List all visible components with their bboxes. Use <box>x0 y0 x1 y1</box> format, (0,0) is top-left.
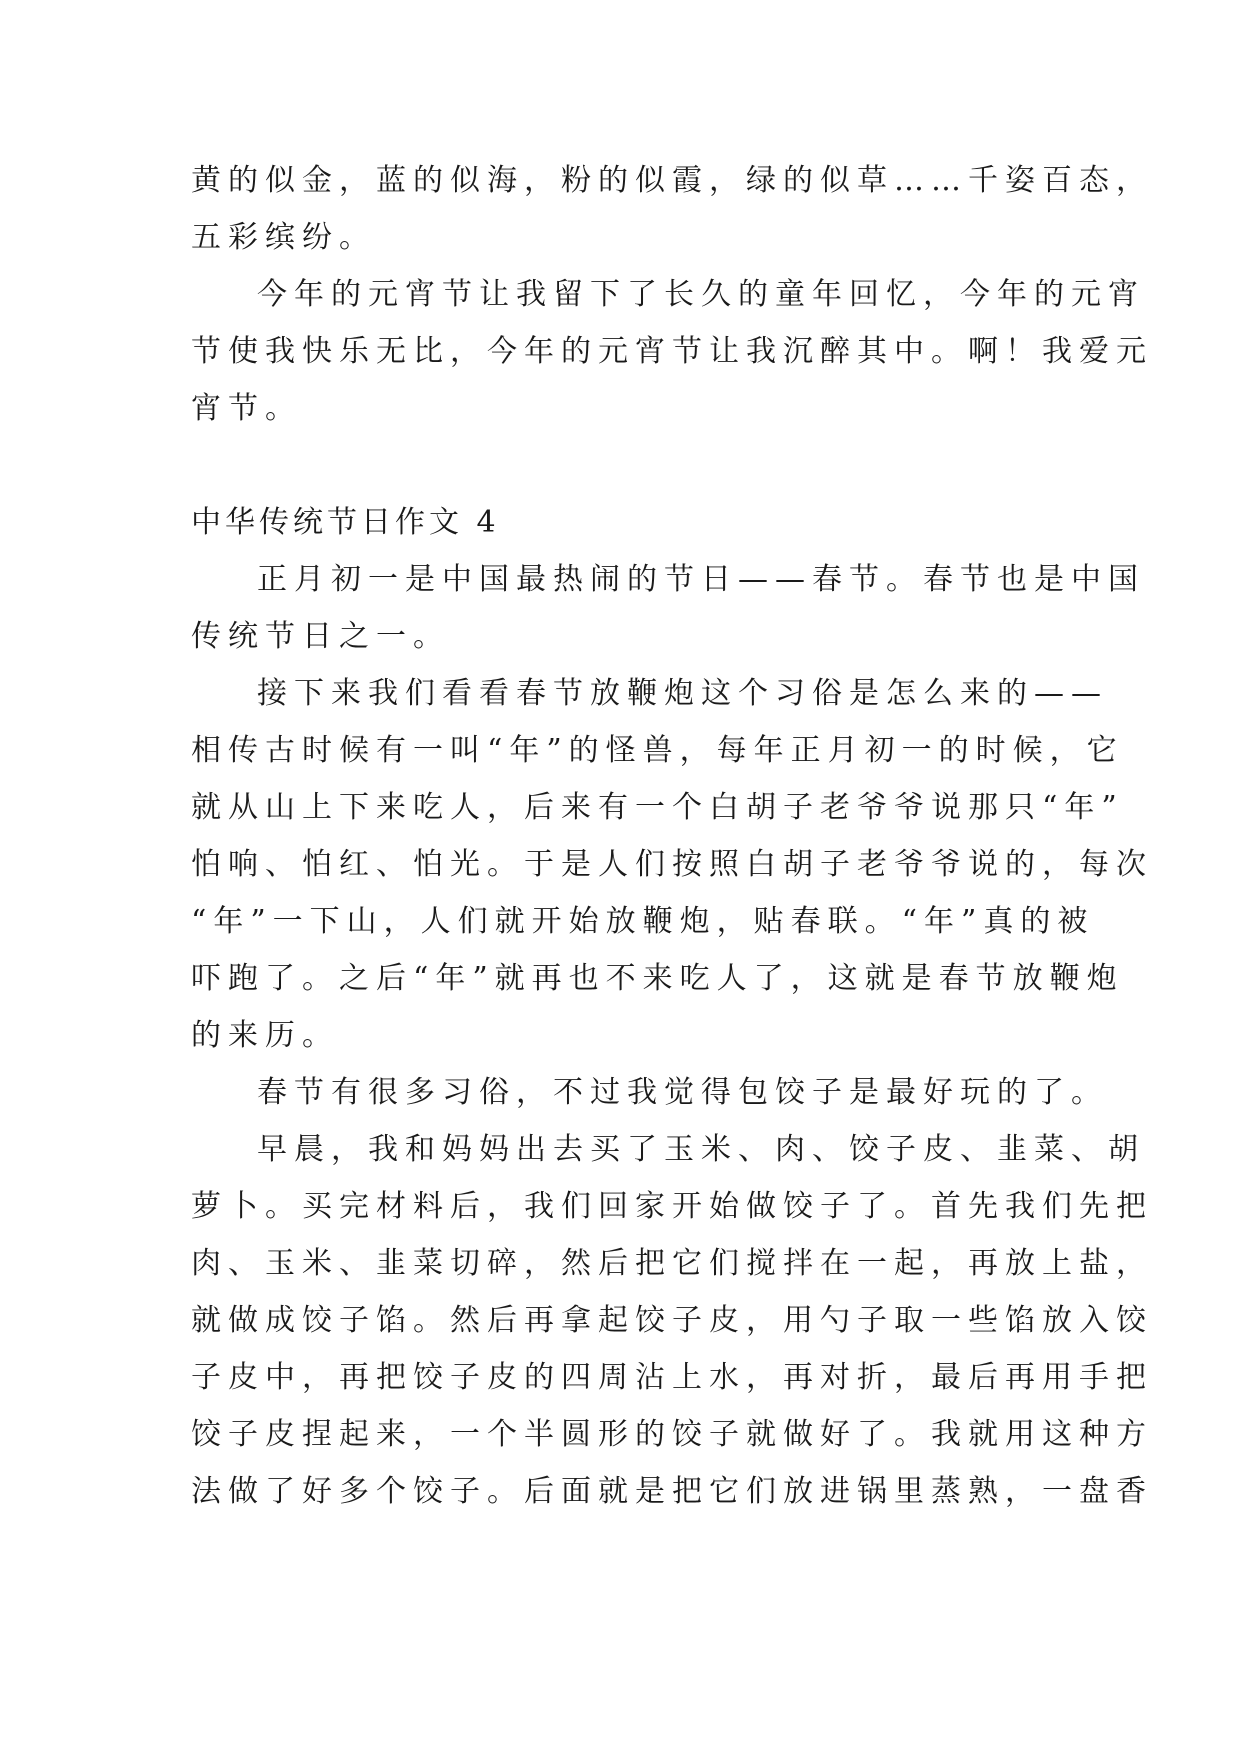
text-line: 今年的元宵节让我留下了长久的童年回忆，今年的元宵 <box>257 277 1145 312</box>
text-line: 传统节日之一。 <box>191 619 450 654</box>
paragraph <box>191 1121 1153 1520</box>
text-line: 黄的似金，蓝的似海，粉的似霞，绿的似草……千姿百态， <box>191 163 1153 198</box>
text-line: 就做成饺子馅。然后再拿起饺子皮，用勺子取一些馅放入饺 <box>191 1303 1153 1338</box>
paragraph-continued <box>191 152 1153 266</box>
text-line: “年”一下山，人们就开始放鞭炮，贴春联。“年”真的被 <box>191 904 1095 939</box>
section-heading <box>191 494 1051 551</box>
text-line: 的来历。 <box>191 1018 339 1053</box>
text-line: 怕响、怕红、怕光。于是人们按照白胡子老爷爷说的，每次 <box>191 847 1153 882</box>
heading-text: 中华传统节日作文 4 <box>191 505 500 540</box>
text-line: 法做了好多个饺子。后面就是把它们放进锅里蒸熟，一盘香 <box>191 1474 1153 1509</box>
paragraph <box>191 266 1153 437</box>
text-line: 肉、玉米、韭菜切碎，然后把它们搅拌在一起，再放上盐， <box>191 1246 1153 1281</box>
paragraph <box>191 551 1145 665</box>
text-line: 五彩缤纷。 <box>191 220 376 255</box>
document-page <box>191 152 1153 1520</box>
text-line: 饺子皮捏起来，一个半圆形的饺子就做好了。我就用这种方 <box>191 1417 1153 1452</box>
text-line: 相传古时候有一叫“年”的怪兽，每年正月初一的时候，它 <box>191 733 1124 768</box>
paragraph <box>191 1064 1108 1121</box>
text-line: 吓跑了。之后“年”就再也不来吃人了，这就是春节放鞭炮 <box>191 961 1124 996</box>
text-line: 早晨，我和妈妈出去买了玉米、肉、饺子皮、韭菜、胡 <box>257 1132 1145 1167</box>
text-line: 正月初一是中国最热闹的节日——春节。春节也是中国 <box>257 562 1145 597</box>
text-line: 子皮中，再把饺子皮的四周沾上水，再对折，最后再用手把 <box>191 1360 1153 1395</box>
text-line: 接下来我们看看春节放鞭炮这个习俗是怎么来的—— <box>257 676 1108 711</box>
text-line: 春节有很多习俗，不过我觉得包饺子是最好玩的了。 <box>257 1075 1108 1110</box>
text-line: 节使我快乐无比，今年的元宵节让我沉醉其中。啊！我爱元 <box>191 334 1153 369</box>
text-line: 萝卜。买完材料后，我们回家开始做饺子了。首先我们先把 <box>191 1189 1153 1224</box>
text-line: 宵节。 <box>191 391 302 426</box>
paragraph <box>191 665 1153 1064</box>
text-line: 就从山上下来吃人，后来有一个白胡子老爷爷说那只“年” <box>191 790 1124 825</box>
